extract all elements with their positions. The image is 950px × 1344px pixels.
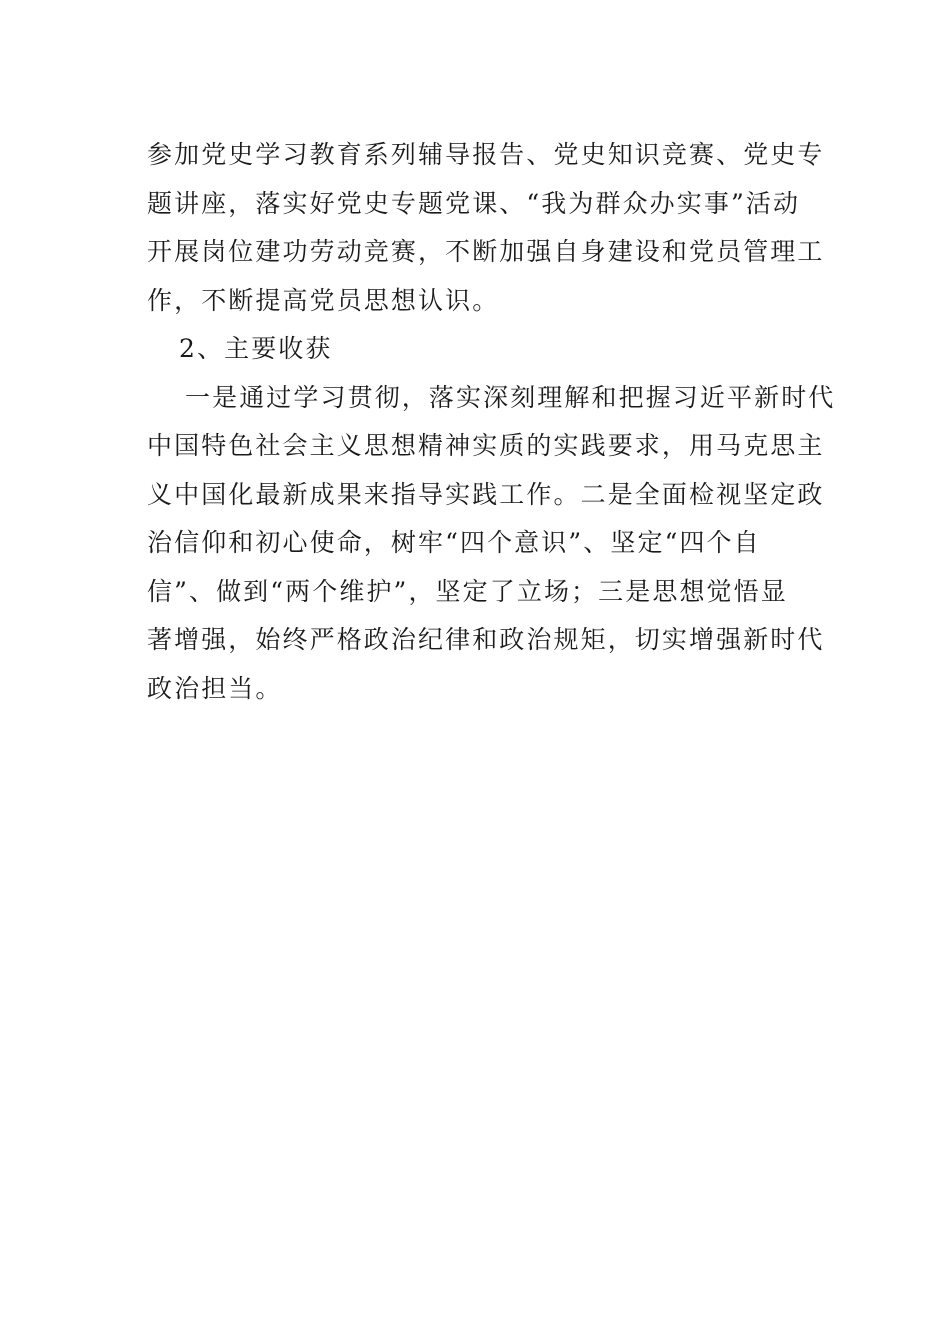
paragraph-line: 作，不断提高党员思想认识。	[147, 285, 500, 315]
paragraph-gains	[147, 374, 836, 714]
paragraph-line: 一是通过学习贯彻，落实深刻理解和把握习近平新时代	[185, 382, 836, 412]
section-heading-main-gains: 2、主要收获	[179, 334, 333, 363]
paragraph-line: 参加党史学习教育系列辅导报告、党史知识竞赛、党史专	[147, 140, 825, 169]
paragraph-line: 著增强，始终严格政治纪律和政治规矩，切实增强新时代	[147, 625, 825, 654]
paragraph-line: 义中国化最新成果来指导实践工作。二是全面检视坚定政	[147, 479, 825, 509]
paragraph-line: 信”、做到“两个维护”，坚定了立场；三是思想觉悟显	[147, 576, 788, 606]
paragraph-line: 开展岗位建功劳动竞赛，不断加强自身建设和党员管理工	[147, 237, 825, 266]
paragraph-line: 治信仰和初心使命，树牢“四个意识”、坚定“四个自	[147, 528, 761, 557]
paragraph-line: 中国特色社会主义思想精神实质的实践要求，用马克思主	[147, 431, 825, 460]
paragraph-line: 政治担当。	[147, 673, 283, 703]
document-body	[147, 131, 836, 713]
paragraph-line: 题讲座，落实好党史专题党课、“我为群众办实事”活动	[147, 188, 801, 218]
paragraph-activities	[147, 131, 825, 325]
